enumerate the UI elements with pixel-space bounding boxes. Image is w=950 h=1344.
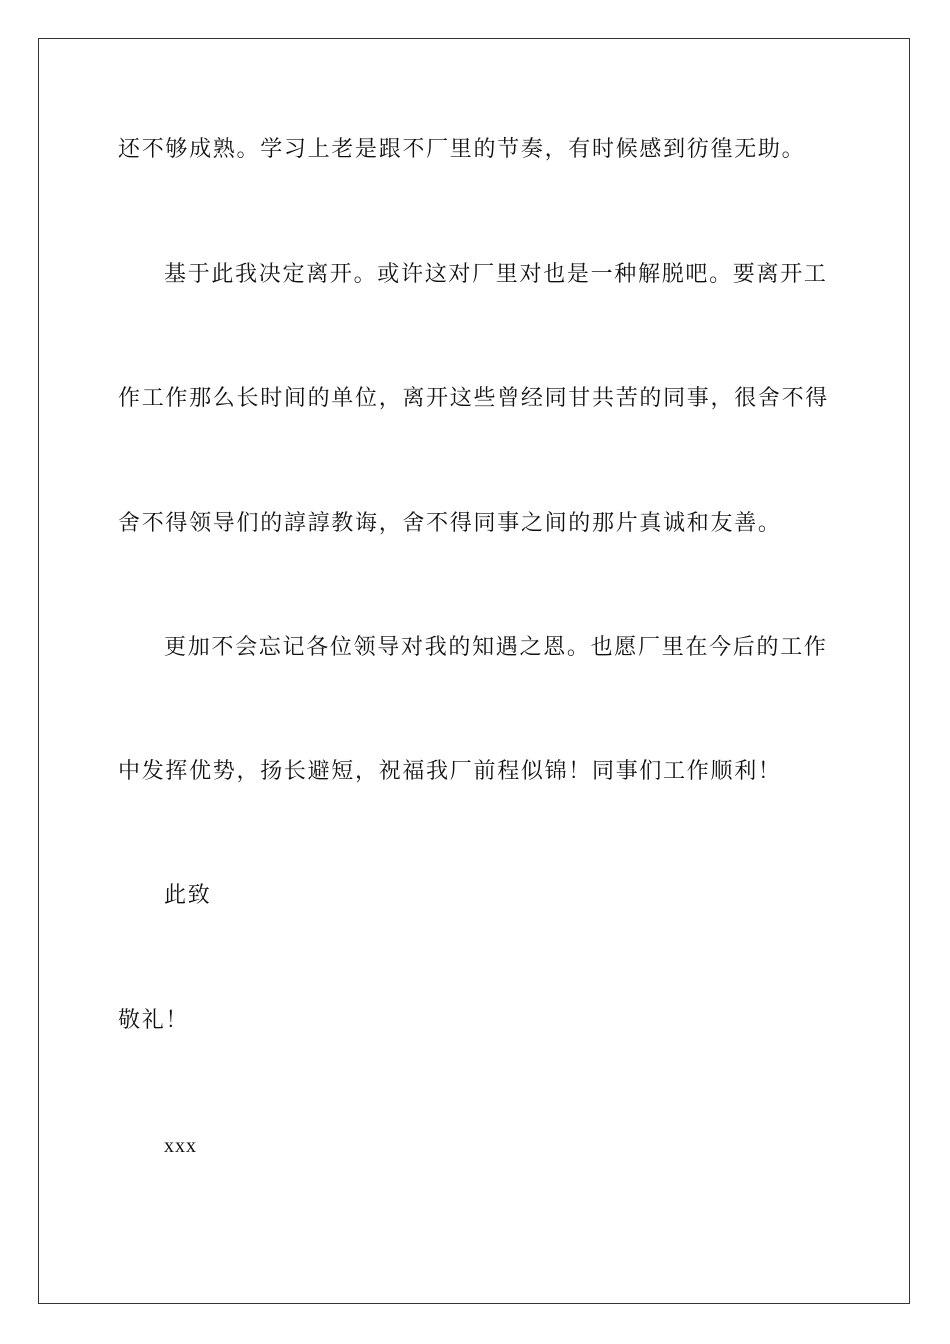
text-line-3: 作工作那么长时间的单位，离开这些曾经同甘共苦的同事，很舍不得 [118,386,830,411]
text-line-1: 还不够成熟。学习上老是跟不厂里的节奏，有时候感到彷徨无助。 [118,137,806,162]
salutation: 敬礼！ [118,1008,190,1033]
page-frame [38,38,910,1304]
paragraph-start-line-2: 更加不会忘记各位领导对我的知遇之恩。也愿厂里在今后的工作 [164,635,828,660]
signature: xxx [164,1135,197,1157]
text-line-4: 舍不得领导们的諄諄教诲，舍不得同事之间的那片真诚和友善。 [118,511,782,536]
closing-phrase: 此致 [164,883,212,908]
text-line-6: 中发挥优势，扬长避短，祝福我厂前程似锦！同事们工作顺利！ [118,759,782,784]
paragraph-start-line: 基于此我决定离开。或许这对厂里对也是一种解脱吧。要离开工 [164,262,828,287]
